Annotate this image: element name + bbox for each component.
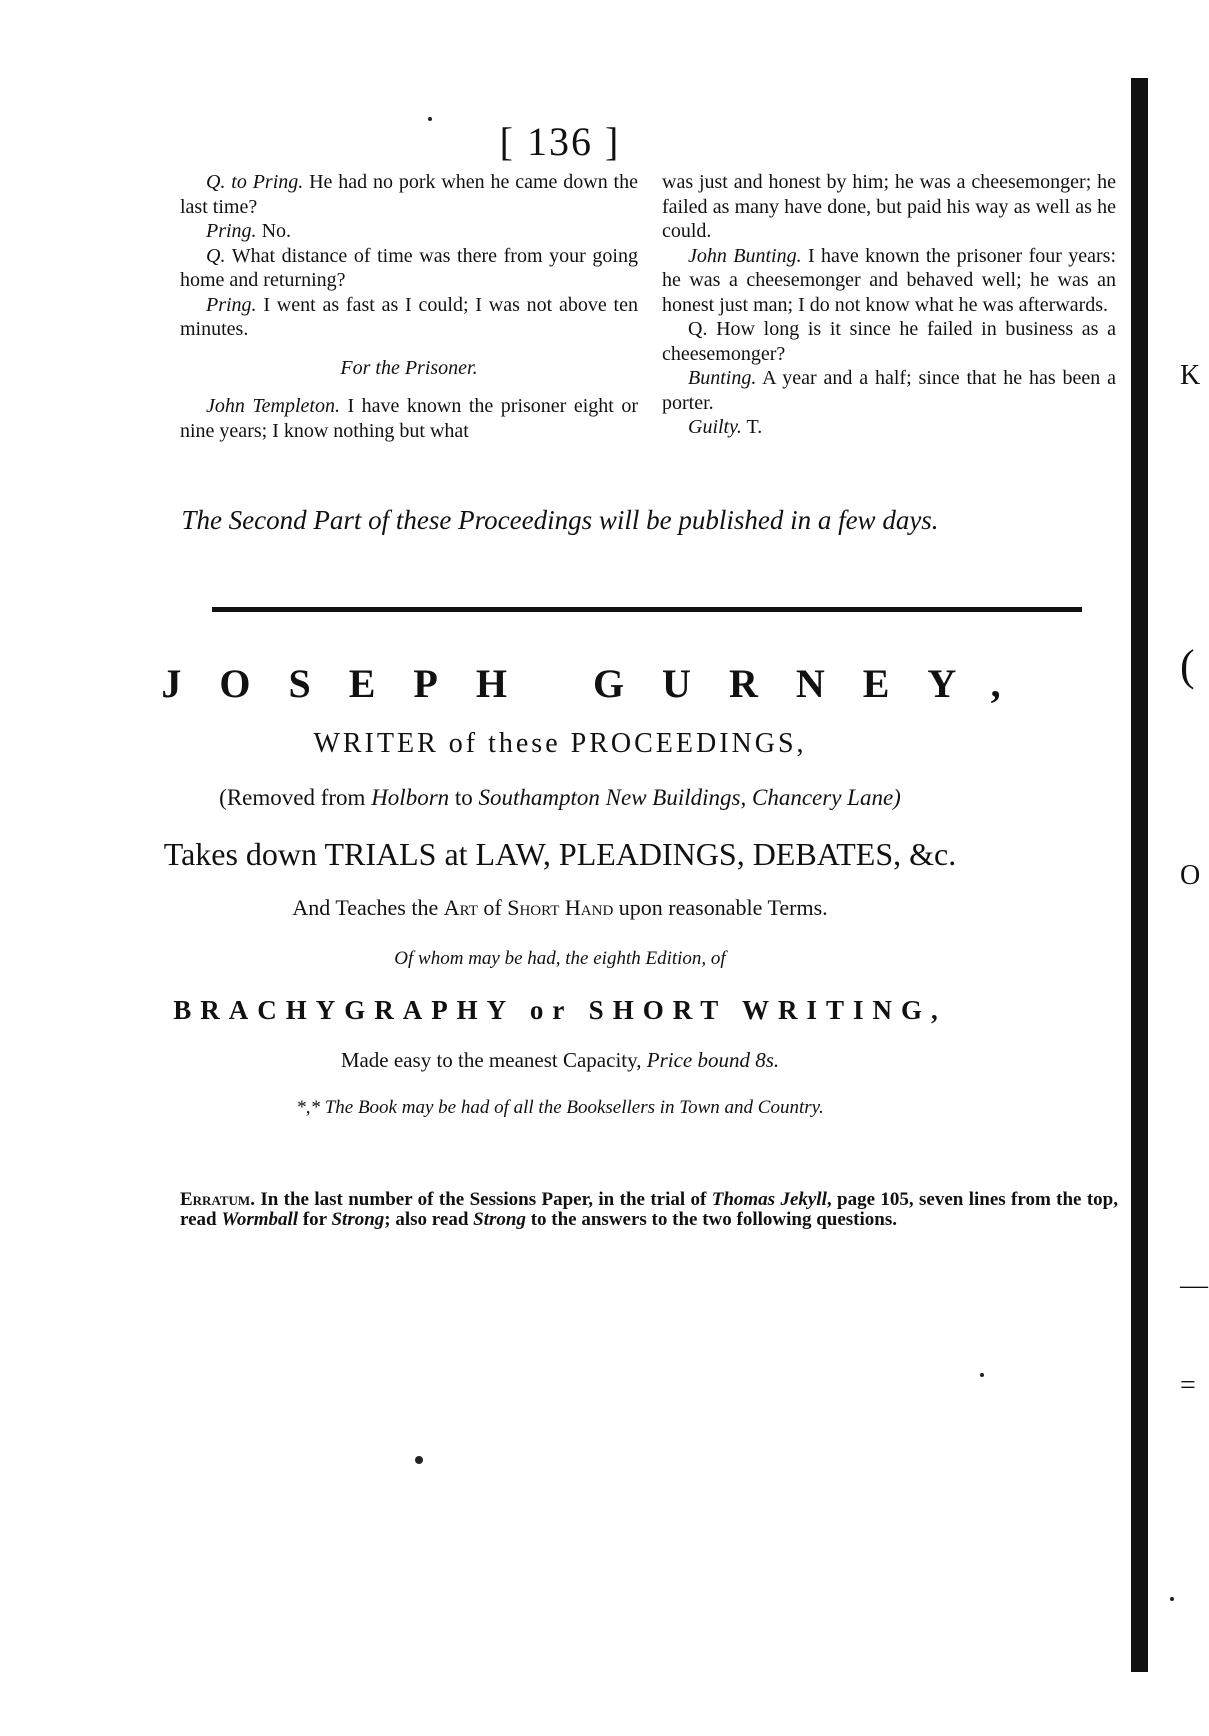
testimony-line bbox=[662, 366, 1116, 415]
speaker: Guilty. bbox=[688, 416, 742, 438]
advert-takes-down: Takes down TRIALS at LAW, PLEADINGS, DEBATES, &c. bbox=[163, 836, 957, 872]
erratum-notice: Erratum. In the last number of the Sessions Paper, in the trial of Thomas Jekyll, page 105, seven lines from the top, read Wormball for Strong; also read Strong to the answers to the two following questions. bbox=[180, 1189, 1118, 1230]
speaker: Bunting. bbox=[688, 367, 757, 389]
for-prisoner-heading: For the Prisoner. bbox=[340, 356, 478, 379]
advert-writer: WRITER of these PROCEEDINGS, bbox=[313, 728, 807, 759]
teaches-of: of bbox=[477, 895, 508, 920]
right-column bbox=[662, 170, 1116, 440]
teaches-shorthand: Short Hand bbox=[507, 895, 614, 920]
price-text: Price bound 8s. bbox=[646, 1048, 780, 1072]
advert-removed bbox=[0, 785, 1120, 811]
advert-name: JOSEPH GURNEY, bbox=[161, 661, 1039, 706]
erratum-name: Thomas Jekyll bbox=[711, 1189, 827, 1210]
edge-letter: = bbox=[1180, 1370, 1196, 1401]
testimony-text: T. bbox=[741, 416, 763, 438]
advert-brachygraphy: BRACHYGRAPHY or SHORT WRITING, bbox=[173, 995, 947, 1025]
speaker: Q. bbox=[206, 244, 226, 267]
page-number: [ 136 ] bbox=[499, 119, 621, 164]
edge-letter: ( bbox=[1180, 641, 1195, 690]
divider-rule bbox=[212, 607, 1082, 612]
testimony-text: A year and a half; since that he has been a porter. bbox=[662, 367, 1116, 414]
testimony-line bbox=[662, 317, 1116, 366]
speaker: Pring. bbox=[206, 293, 257, 316]
speckle bbox=[1170, 1597, 1174, 1601]
erratum-name: Strong bbox=[331, 1209, 385, 1230]
testimony-line bbox=[180, 170, 638, 219]
testimony-text: I have known the prisoner eight or nine years; I know nothing but what bbox=[180, 395, 638, 442]
testimony-text: I have known the prisoner four years: he was a cheesemonger and behaved well; he was an honest just man; I do not know what he was afterwards. bbox=[662, 244, 1116, 316]
testimony-line bbox=[180, 244, 638, 293]
testimony-line bbox=[662, 244, 1116, 318]
left-column bbox=[180, 170, 638, 443]
testimony-text: I went as fast as I could; I was not above ten minutes. bbox=[180, 293, 638, 340]
speckle bbox=[415, 1456, 423, 1464]
testimony-line bbox=[180, 293, 638, 342]
teaches-art: Art bbox=[443, 895, 478, 920]
advert-teaches bbox=[0, 895, 1120, 921]
removed-to: Southampton New Buildings, Chancery Lane) bbox=[478, 785, 901, 810]
advert-book-note: *,* The Book may be had of all the Booksellers in Town and Country. bbox=[296, 1097, 824, 1118]
testimony-line bbox=[662, 170, 1116, 244]
page-edge-shadow bbox=[1131, 78, 1148, 1672]
speckle bbox=[980, 1373, 984, 1377]
speaker: Q. to Pring. bbox=[206, 171, 304, 193]
testimony-text: How long is it since he failed in business as a cheesemonger? bbox=[662, 318, 1116, 365]
testimony-text: was just and honest by him; he was a cheesemonger; he failed as many have done, but paid his way as well as he could. bbox=[662, 171, 1116, 242]
testimony-line bbox=[180, 394, 638, 443]
advert-made-easy bbox=[0, 1048, 1120, 1073]
advert-of-whom: Of whom may be had, the eighth Edition, of bbox=[394, 948, 726, 969]
erratum-name: Wormball bbox=[221, 1209, 299, 1230]
edge-letter: — bbox=[1180, 1270, 1208, 1301]
teaches-prefix: And Teaches the bbox=[292, 895, 444, 920]
removed-to-word: to bbox=[449, 785, 479, 810]
testimony-line bbox=[180, 219, 638, 244]
speaker: Pring. bbox=[206, 220, 257, 242]
second-part-notice: The Second Part of these Proceedings will be published in a few days. bbox=[181, 505, 939, 535]
speaker: John Bunting. bbox=[688, 244, 802, 267]
removed-from: Holborn bbox=[371, 785, 450, 810]
testimony-text: What distance of time was there from your going home and returning? bbox=[180, 244, 638, 291]
speaker: Q. bbox=[688, 318, 708, 340]
testimony-text: No. bbox=[256, 220, 292, 242]
edge-letter: K bbox=[1180, 360, 1201, 391]
made-easy-text: Made easy to the meanest Capacity, bbox=[340, 1048, 647, 1072]
removed-prefix: (Removed from bbox=[219, 785, 372, 810]
testimony-line bbox=[662, 415, 1116, 440]
edge-letter: O bbox=[1180, 860, 1201, 891]
teaches-suffix: upon reasonable Terms. bbox=[613, 895, 828, 920]
erratum-name: Strong bbox=[473, 1209, 526, 1230]
speckle bbox=[428, 117, 432, 121]
erratum-label: Erratum. bbox=[180, 1189, 255, 1210]
speaker: John Templeton. bbox=[206, 395, 340, 417]
testimony-text: He had no pork when he came down the last time? bbox=[180, 171, 638, 218]
